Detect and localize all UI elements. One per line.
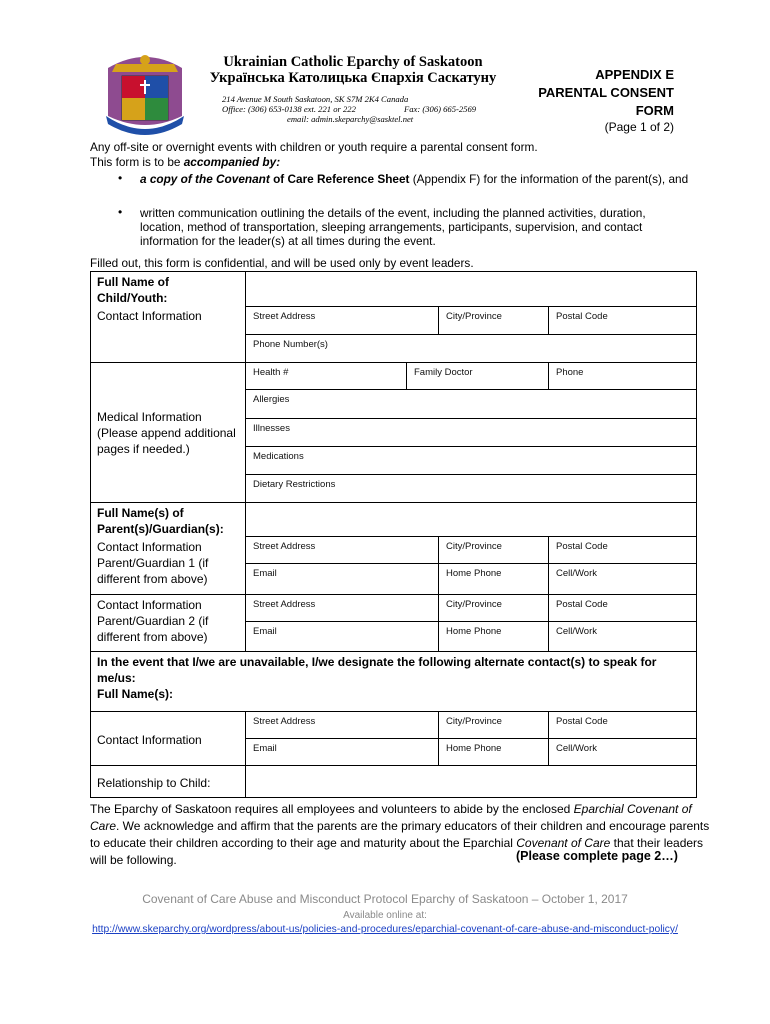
org-address: 214 Avenue M South Saskatoon, SK S7M 2K4 Canada [222,94,409,104]
appendix-title-2: PARENTAL CONSENT [538,85,674,100]
intro-line: Any off-site or overnight events with children or youth require a parental consent form. [90,140,538,154]
closing-covenant-emph: Eparchial Covenant of Care [90,802,692,833]
parent1-email-field[interactable]: Email [246,564,439,595]
bullet-covenant-emph: a copy of the Covenant [140,172,270,186]
org-name-english: Ukrainian Catholic Eparchy of Saskatoon [223,54,483,70]
parent1-postal-field[interactable]: Postal Code [549,537,697,564]
parent2-email-field[interactable]: Email [246,622,439,652]
child-street-field[interactable]: Street Address [246,306,439,334]
bullet-communication [118,205,690,248]
parent2-home-phone-field[interactable]: Home Phone [439,622,549,652]
footer-available: Available online at: [343,910,427,921]
parent2-street-field[interactable]: Street Address [246,595,439,622]
alternate-cell-field[interactable]: Cell/Work [549,739,697,766]
parent1-cell-field[interactable]: Cell/Work [549,564,697,595]
parent1-street-field[interactable]: Street Address [246,537,439,564]
appendix-title-1: APPENDIX E [595,67,674,82]
parent1-contact-label: Contact Information Parent/Guardian 1 (if different from above) [91,537,246,595]
parent1-home-phone-field[interactable]: Home Phone [439,564,549,595]
appendix-title-3: FORM [635,103,674,118]
alternate-street-field[interactable]: Street Address [246,712,439,739]
alternate-full-names-label: Full Name(s): [97,687,174,701]
bullet-covenant [118,171,690,186]
bullet-icon: • [118,205,123,219]
alternate-contact-label: Contact Information [91,712,246,766]
dietary-field[interactable]: Dietary Restrictions [246,474,697,502]
parent2-contact-label: Contact Information Parent/Guardian 2 (if different from above) [91,595,246,652]
child-name-label: Full Name of Child/Youth: [91,272,246,307]
family-doctor-field[interactable]: Family Doctor [407,362,549,389]
parent2-city-field[interactable]: City/Province [439,595,549,622]
closing-text-3: that their leaders will be following. [90,836,704,867]
alternate-email-field[interactable]: Email [246,739,439,766]
org-name-ukrainian: Українська Католицька Єпархія Саскатуну [209,70,497,86]
parent2-cell-field[interactable]: Cell/Work [549,622,697,652]
medications-field[interactable]: Medications [246,446,697,474]
closing-text-1: The Eparchy of Saskatoon requires all employees and volunteers to abide by the enclosed [90,802,574,816]
intro-accompanied-text: This form is to be [90,155,184,169]
parent2-postal-field[interactable]: Postal Code [549,595,697,622]
illnesses-field[interactable]: Illnesses [246,418,697,446]
alternate-home-phone-field[interactable]: Home Phone [439,739,549,766]
child-city-field[interactable]: City/Province [439,306,549,334]
bullet-covenant-text: (Appendix F) for the information of the parent(s), and [409,172,689,186]
child-contact-label: Contact Information [91,306,246,334]
footer-protocol: Covenant of Care Abuse and Misconduct Protocol Eparchy of Saskatoon – October 1, 2017 [142,892,628,906]
org-office-phone: Office: (306) 653-0138 ext. 221 or 222 [222,104,356,114]
medical-label: Medical Information (Please append additional pages if needed.) [91,362,246,502]
child-postal-field[interactable]: Postal Code [549,306,697,334]
intro-accompanied [90,155,280,170]
parent-name-field[interactable] [246,502,697,537]
alternate-city-field[interactable]: City/Province [439,712,549,739]
relationship-label: Relationship to Child: [91,766,246,798]
child-phone-field[interactable]: Phone Number(s) [246,334,697,362]
alternate-contact-statement: In the event that I/we are unavailable, I/we designate the following alternate contact(s) to speak for me/us: [97,655,657,685]
relationship-field[interactable] [246,766,697,798]
org-email: email: admin.skeparchy@sasktel.net [287,114,414,124]
alternate-contact-section [91,652,697,712]
closing-covenant-emph-2: Covenant of Care [516,836,611,850]
bullet-covenant-bold: of Care Reference Sheet [269,172,410,186]
allergies-field[interactable]: Allergies [246,389,697,418]
org-fax: Fax: (306) 665-2569 [404,104,477,114]
child-name-field[interactable] [246,272,697,307]
confidential-note: Filled out, this form is confidential, and will be used only by event leaders. [90,256,474,270]
complete-page-2-note: (Please complete page 2…) [516,849,678,863]
footer-url-link[interactable]: http://www.skeparchy.org/wordpress/about-us/policies-and-procedures/eparchial-covenant-of-care-abuse-and-misconduct-policy/ [92,924,678,935]
alternate-postal-field[interactable]: Postal Code [549,712,697,739]
doctor-phone-field[interactable]: Phone [549,362,697,389]
health-number-field[interactable]: Health # [246,362,407,389]
bullet-communication-text: written communication outlining the details of the event, including the planned activities, duration, location, method of transportation, sleeping arrangements, participants, supervision, and contact information for the leader(s) at all times during the event. [140,206,646,248]
intro-accompanied-emph: accompanied by: [183,155,281,169]
eparchy-crest-icon [96,50,194,138]
consent-form-table [90,271,697,798]
parent1-city-field[interactable]: City/Province [439,537,549,564]
bullet-icon: • [118,171,123,185]
child-contact-spacer [91,334,246,362]
page-number: (Page 1 of 2) [604,120,674,134]
parent-name-label: Full Name(s) of Parent(s)/Guardian(s): [91,502,246,537]
closing-text-2: . We acknowledge and affirm that the parents are the primary educators of their children and encourage parents to educate their children according to their age and maturity about the Eparchial [90,819,710,850]
